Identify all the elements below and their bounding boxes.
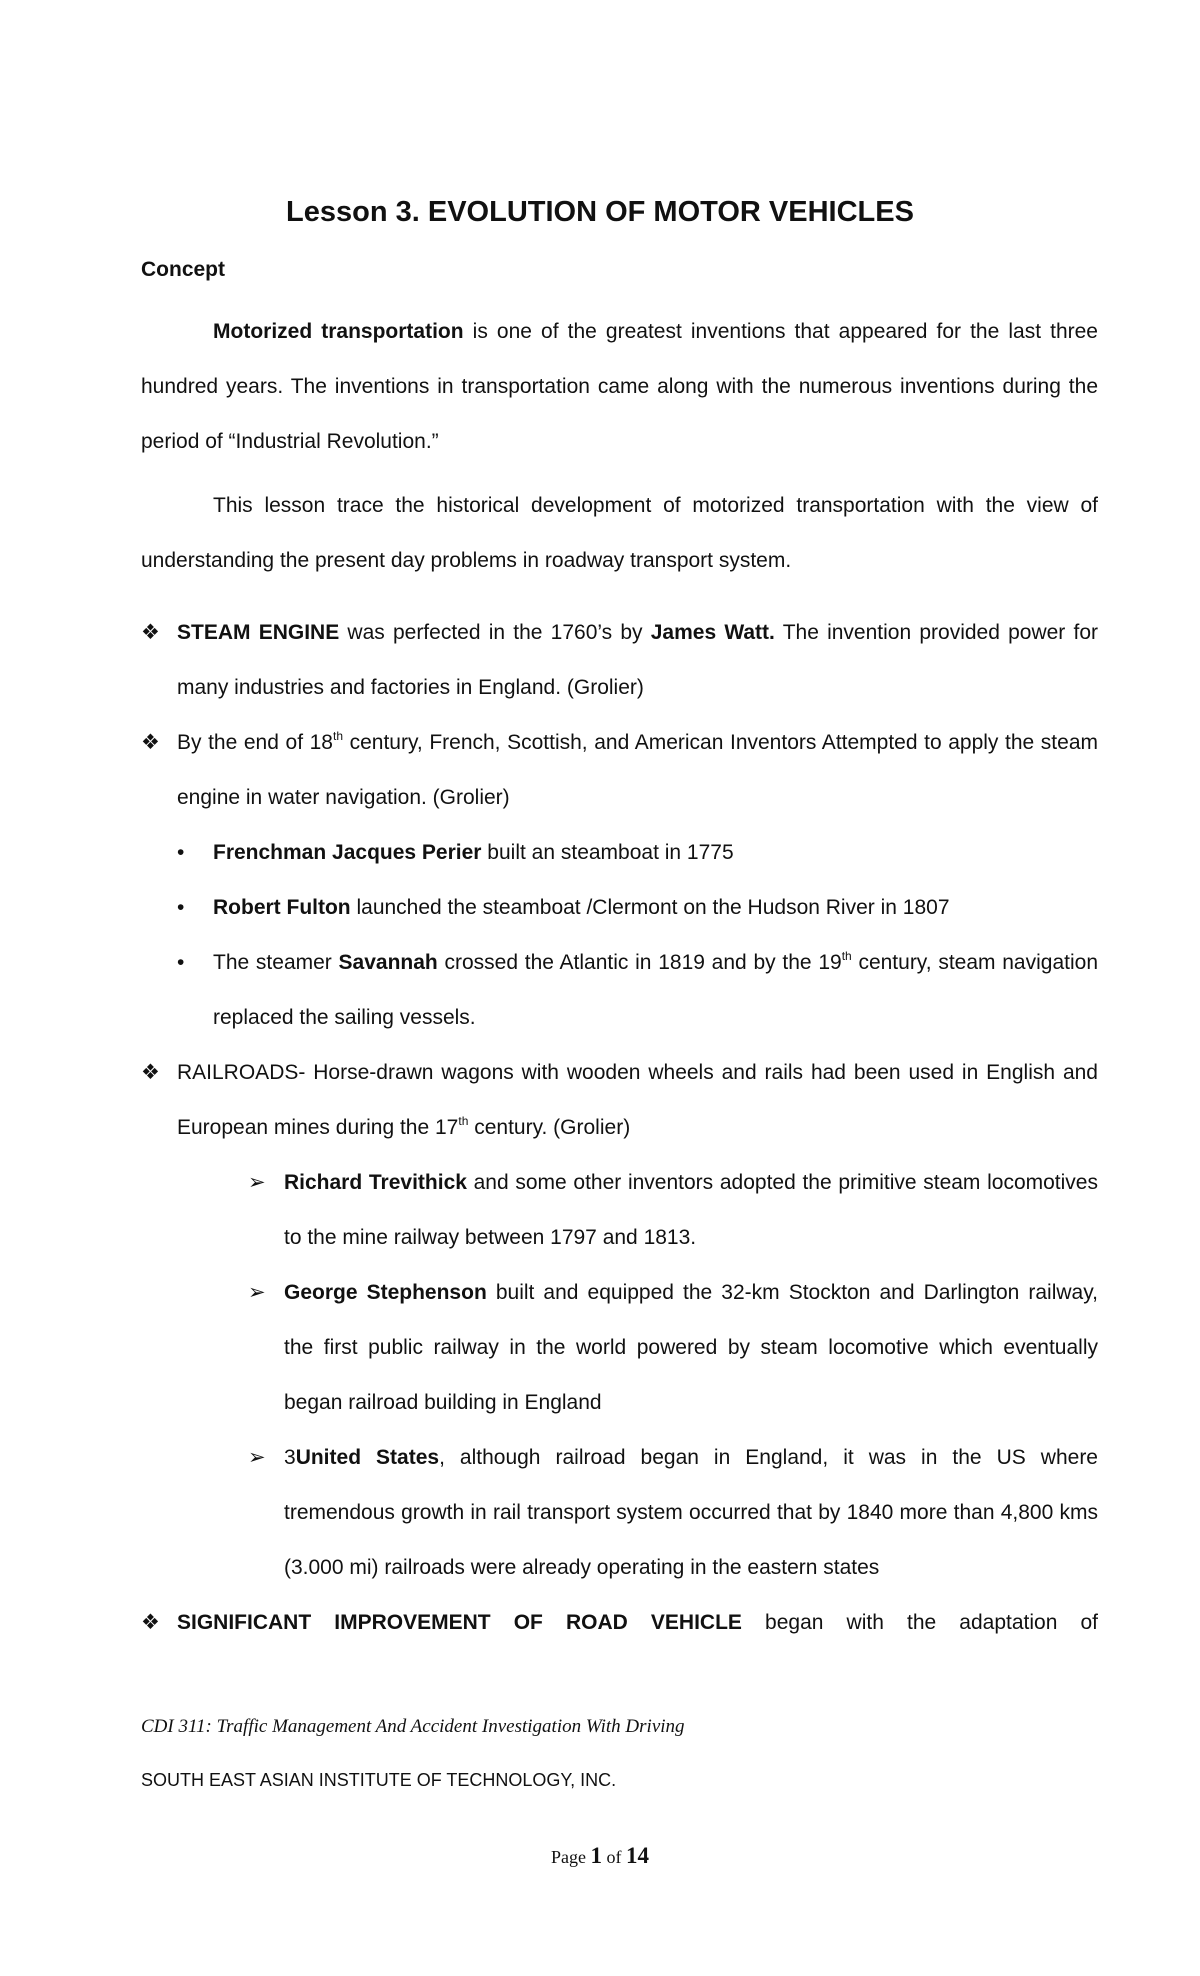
list-item-text: crossed the Atlantic in 1819 and by the 19	[437, 951, 842, 974]
list-item	[284, 1430, 1098, 1595]
list-item-term: Robert Fulton	[213, 896, 351, 919]
list-item-term: George Stephenson	[284, 1281, 487, 1304]
list-item	[213, 935, 1098, 1045]
round-bullet-icon: •	[177, 951, 185, 974]
list-item-term: Frenchman Jacques Perier	[213, 841, 482, 864]
concept-heading: Concept	[141, 258, 225, 281]
rail-text-1: RAILROADS- Horse-drawn wagons with wooden wheels and rails had been used in English and European mines during the 17	[177, 1061, 1098, 1139]
diamond-bullet-icon: ❖	[141, 1061, 160, 1084]
list-item	[213, 825, 1098, 880]
superscript: th	[332, 729, 343, 743]
diamond-bullet-icon: ❖	[141, 621, 160, 644]
railroads-item	[177, 1045, 1098, 1155]
list-item-text: launched the steamboat /Clermont on the Hudson River in 1807	[350, 896, 950, 919]
arrow-bullet-icon: ➢	[248, 1281, 266, 1304]
list-item-text: and some other inventors adopted the primitive steam locomotives to the mine railway between 1797 and 1813.	[284, 1171, 1098, 1249]
page-number	[0, 1843, 1200, 1869]
diamond-bullet-icon: ❖	[141, 731, 160, 754]
list-item-term: Richard Trevithick	[284, 1171, 467, 1194]
page-title: Lesson 3. EVOLUTION OF MOTOR VEHICLES	[286, 196, 914, 228]
list-item-term: Savannah	[338, 951, 438, 974]
steam-text-2: The invention provided power for many industries and factories in England. (Grolier)	[177, 621, 1098, 699]
list-item	[284, 1265, 1098, 1430]
water-text-2: century, French, Scottish, and American Inventors Attempted to apply the steam engine in water navigation. (Grolier)	[177, 731, 1098, 809]
rail-text-2: century. (Grolier)	[468, 1116, 631, 1139]
list-item-text: , although railroad began in England, it was in the US where tremendous growth in rail transport system occurred that by 1840 more than 4,800 kms (3.000 mi) railroads were already operating in the eastern states	[284, 1446, 1098, 1579]
intro-paragraph	[141, 304, 1098, 469]
arrow-bullet-icon: ➢	[248, 1171, 266, 1194]
steam-text-1: was perfected in the 1760’s by	[339, 621, 651, 644]
road-vehicle-text: began with the adaptation of	[741, 1611, 1098, 1634]
intro-text: is one of the greatest inventions that appeared for the last three hundred years. The inventions in transportation came along with the numerous inventions during the period of “Industrial Revolution.”	[141, 320, 1098, 453]
page-label: Page	[551, 1847, 586, 1867]
steam-engine-term: STEAM ENGINE	[177, 621, 340, 644]
list-item-term: United States	[295, 1446, 440, 1469]
list-item	[213, 880, 1098, 935]
water-text-1: By the end of 18	[177, 731, 333, 754]
superscript: th	[841, 949, 852, 963]
road-vehicle-term: SIGNIFICANT IMPROVEMENT OF ROAD VEHICLE	[177, 1611, 742, 1634]
road-vehicle-item	[177, 1595, 1098, 1650]
list-item-text: century, steam navigation replaced the sailing vessels.	[213, 951, 1098, 1029]
james-watt-term: James Watt.	[650, 621, 775, 644]
list-item-text: The steamer	[213, 951, 339, 974]
page-of-label: of	[606, 1847, 622, 1867]
page-total: 14	[626, 1843, 649, 1868]
round-bullet-icon: •	[177, 896, 185, 919]
arrow-bullet-icon: ➢	[248, 1446, 266, 1469]
list-item-text: 3	[284, 1446, 296, 1469]
scope-paragraph	[141, 478, 1098, 588]
intro-bold-term: Motorized transportation	[213, 320, 464, 343]
footer-institute: SOUTH EAST ASIAN INSTITUTE OF TECHNOLOGY, INC.	[141, 1770, 617, 1790]
water-navigation-item	[177, 715, 1098, 825]
list-item	[284, 1155, 1098, 1265]
superscript: th	[458, 1114, 469, 1128]
diamond-bullet-icon: ❖	[141, 1611, 160, 1634]
scope-text: This lesson trace the historical development of motorized transportation with the view of understanding the present day problems in roadway transport system.	[141, 494, 1098, 572]
list-item-text: built and equipped the 32-km Stockton and Darlington railway, the first public railway in the world powered by steam locomotive which eventually began railroad building in England	[284, 1281, 1098, 1414]
steam-engine-item	[177, 605, 1098, 715]
round-bullet-icon: •	[177, 841, 185, 864]
footer-course-title: CDI 311: Traffic Management And Accident Investigation With Driving	[141, 1716, 685, 1737]
list-item-text: built an steamboat in 1775	[481, 841, 734, 864]
page-current: 1	[590, 1843, 602, 1868]
